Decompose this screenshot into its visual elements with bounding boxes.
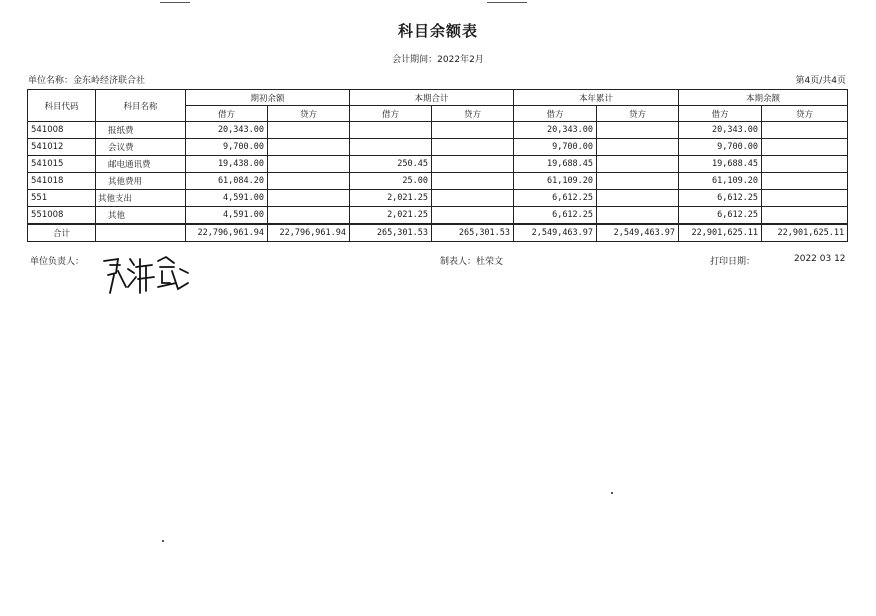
header-credit: 贷方 [432, 106, 514, 122]
header-debit: 借方 [350, 106, 432, 122]
header-debit: 借方 [679, 106, 762, 122]
header-credit: 贷方 [597, 106, 679, 122]
print-date: 2022 03 12 [794, 254, 846, 264]
header-opening: 期初余额 [186, 90, 350, 106]
balance-table [27, 89, 848, 242]
cell-ytd-credit [597, 139, 679, 156]
cell-ytd-credit [597, 122, 679, 139]
cell-code: 551 [28, 190, 96, 207]
cell-ytd-debit: 61,109.20 [514, 173, 597, 190]
cell-closing-credit [762, 190, 848, 207]
cell-ytd-credit [597, 190, 679, 207]
cell-ytd-credit [597, 207, 679, 225]
cell-current-credit [432, 122, 514, 139]
cell-current-credit [432, 139, 514, 156]
total-name-cell [96, 224, 186, 242]
header-credit: 贷方 [268, 106, 350, 122]
cell-open-debit: 9,700.00 [186, 139, 268, 156]
cell-code: 551008 [28, 207, 96, 225]
cell-name: 其他 [96, 207, 186, 225]
cell-ytd-debit: 20,343.00 [514, 122, 597, 139]
table-row [28, 139, 848, 156]
report-title: 科目余额表 [397, 22, 478, 40]
scan-mark [487, 2, 527, 3]
cell-closing-credit [762, 139, 848, 156]
cell-open-debit: 19,438.00 [186, 156, 268, 173]
handwritten-signature [100, 253, 192, 299]
table-row [28, 190, 848, 207]
preparer: 制表人：杜荣文 [440, 257, 504, 267]
cell-closing-debit: 9,700.00 [679, 139, 762, 156]
header-current: 本期合计 [350, 90, 514, 106]
cell-name: 邮电通讯费 [96, 156, 186, 173]
scan-mark [160, 2, 190, 3]
table-row [28, 122, 848, 139]
cell-closing-credit [762, 173, 848, 190]
unit-name: 单位名称：金东岭经济联合社 [28, 76, 146, 86]
cell-ytd-credit [597, 156, 679, 173]
cell-open-credit [268, 139, 350, 156]
cell-code: 541008 [28, 122, 96, 139]
cell-name: 其他费用 [96, 173, 186, 190]
accounting-period: 会计期间：2022年2月 [392, 55, 484, 65]
scan-speck [162, 540, 164, 542]
cell-current-debit [350, 139, 432, 156]
table-row [28, 173, 848, 190]
cell-code: 541015 [28, 156, 96, 173]
cell-current-debit: 25.00 [350, 173, 432, 190]
total-open-debit: 22,796,961.94 [186, 224, 268, 242]
header-ytd: 本年累计 [514, 90, 679, 106]
total-closing-debit: 22,901,625.11 [679, 224, 762, 242]
cell-current-credit [432, 207, 514, 225]
header-name: 科目名称 [96, 90, 186, 122]
header-closing: 本期余额 [679, 90, 848, 106]
header-debit: 借方 [514, 106, 597, 122]
total-ytd-credit: 2,549,463.97 [597, 224, 679, 242]
cell-current-credit [432, 156, 514, 173]
cell-closing-debit: 19,688.45 [679, 156, 762, 173]
cell-current-debit: 2,021.25 [350, 190, 432, 207]
cell-ytd-debit: 19,688.45 [514, 156, 597, 173]
cell-current-debit [350, 122, 432, 139]
cell-name: 会议费 [96, 139, 186, 156]
table-row [28, 156, 848, 173]
header-row-1 [28, 90, 848, 106]
cell-closing-debit: 6,612.25 [679, 207, 762, 225]
cell-ytd-debit: 6,612.25 [514, 207, 597, 225]
total-current-credit: 265,301.53 [432, 224, 514, 242]
cell-code: 541012 [28, 139, 96, 156]
table-row [28, 207, 848, 225]
cell-closing-debit: 61,109.20 [679, 173, 762, 190]
responsible-label: 单位负责人： [30, 257, 85, 267]
cell-code: 541018 [28, 173, 96, 190]
print-date-label: 打印日期： [710, 257, 756, 267]
cell-current-credit [432, 173, 514, 190]
total-current-debit: 265,301.53 [350, 224, 432, 242]
header-debit: 借方 [186, 106, 268, 122]
cell-name: 其他支出 [96, 190, 186, 207]
cell-open-credit [268, 173, 350, 190]
cell-open-credit [268, 190, 350, 207]
cell-open-credit [268, 122, 350, 139]
cell-current-debit: 2,021.25 [350, 207, 432, 225]
cell-closing-debit: 6,612.25 [679, 190, 762, 207]
total-row [28, 224, 848, 242]
header-credit: 贷方 [762, 106, 848, 122]
cell-name: 报纸费 [96, 122, 186, 139]
cell-open-debit: 20,343.00 [186, 122, 268, 139]
header-code: 科目代码 [28, 90, 96, 122]
cell-open-credit [268, 156, 350, 173]
total-ytd-debit: 2,549,463.97 [514, 224, 597, 242]
cell-closing-credit [762, 207, 848, 225]
cell-closing-credit [762, 156, 848, 173]
cell-closing-debit: 20,343.00 [679, 122, 762, 139]
cell-ytd-debit: 6,612.25 [514, 190, 597, 207]
cell-current-debit: 250.45 [350, 156, 432, 173]
cell-current-credit [432, 190, 514, 207]
cell-closing-credit [762, 122, 848, 139]
cell-open-credit [268, 207, 350, 225]
cell-ytd-credit [597, 173, 679, 190]
cell-open-debit: 61,084.20 [186, 173, 268, 190]
cell-ytd-debit: 9,700.00 [514, 139, 597, 156]
page-number: 第4页/共4页 [795, 76, 846, 86]
scan-speck [611, 492, 613, 494]
cell-open-debit: 4,591.00 [186, 207, 268, 225]
total-label: 合计 [28, 224, 96, 242]
cell-open-debit: 4,591.00 [186, 190, 268, 207]
total-closing-credit: 22,901,625.11 [762, 224, 848, 242]
total-open-credit: 22,796,961.94 [268, 224, 350, 242]
